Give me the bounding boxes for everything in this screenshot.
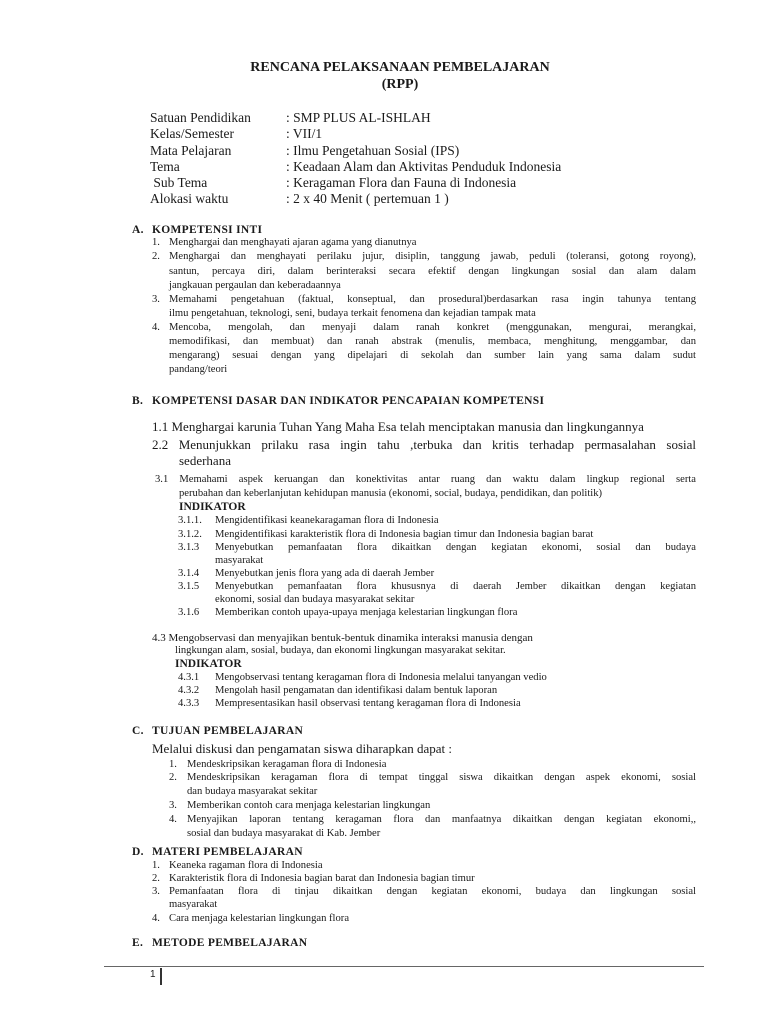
- section-title: TUJUAN PEMBELAJARAN: [152, 725, 304, 737]
- list-item: dan budaya masyarakat sekitar: [187, 786, 318, 797]
- indicator-number: 3.1.1.: [178, 515, 202, 526]
- identity-label: Satuan Pendidikan: [150, 110, 251, 125]
- footer-bar: [160, 968, 162, 985]
- list-item: Mencoba, mengolah, dan menyaji dalam ranah konkret (menggunakan, mengurai, merangkai,: [169, 322, 696, 333]
- indikator-label: INDIKATOR: [175, 658, 242, 670]
- indicator-item: ekonomi, sosial dan budaya masyarakat sekitar: [215, 594, 415, 605]
- list-item: Menyajikan laporan tentang keragaman flora dan manfaatnya dikaitkan dengan kegiatan ekonomi,,: [187, 814, 696, 825]
- list-item: sosial dan budaya masyarakat di Kab. Jember: [187, 828, 381, 839]
- list-number: 3.: [152, 886, 160, 897]
- identity-value: : VII/1: [286, 126, 323, 142]
- section-letter: B.: [132, 395, 144, 407]
- identity-label: Tema: [150, 158, 180, 174]
- list-item: ilmu pengetahuan, teknologi, seni, budaya terkait fenomena dan kejadian tampak mata: [169, 308, 536, 319]
- indicator-number: 3.1.3: [178, 542, 200, 553]
- section-letter: D.: [132, 846, 144, 858]
- section-intro: Melalui diskusi dan pengamatan siswa diharapkan dapat :: [152, 741, 453, 756]
- list-item: Memahami pengetahuan (faktual, konseptual, dan prosedural)berdasarkan rasa ingin tahunya tentang: [169, 294, 696, 305]
- list-number: 1.: [152, 860, 160, 871]
- list-item: Cara menjaga kelestarian lingkungan flora: [169, 913, 350, 924]
- identity-label: Kelas/Semester: [150, 126, 234, 142]
- document-subtitle: (RPP): [381, 77, 419, 92]
- list-number: 3.: [152, 294, 160, 305]
- indicator-item: Mengidentifikasi keanekaragaman flora di Indonesia: [215, 515, 439, 526]
- kd-item: 4.3 Mengobservasi dan menyajikan bentuk-bentuk dinamika interaksi manusia dengan: [152, 632, 533, 644]
- indicator-number: 3.1.6: [178, 607, 200, 618]
- kd-item: 2.2 Menunjukkan prilaku rasa ingin tahu ,terbuka dan kritis terhadap permasalahan sosial: [152, 437, 696, 452]
- kd-item: sederhana: [179, 453, 231, 468]
- indicator-item: Mengidentifikasi karakteristik flora di Indonesia bagian timur dan Indonesia bagian barat: [215, 529, 594, 540]
- indicator-item: Mempresentasikan hasil observasi tentang keragaman flora di Indonesia: [215, 698, 521, 709]
- list-item: memodifikasi, dan membuat) dan ranah abstrak (menulis, membaca, menghitung, menggambar, dan: [169, 336, 696, 347]
- list-number: 4.: [152, 913, 160, 924]
- indicator-item: masyarakat: [215, 555, 264, 566]
- list-item: Mendeskripsikan keragaman flora di tempat tinggal siswa dikaitkan dengan aspek ekonomi, sosial: [187, 772, 696, 783]
- list-item: santun, percaya diri, dalam berinteraksi secara efektif dengan lingkungan sosial dan alam dalam: [169, 266, 696, 277]
- identity-value: : 2 x 40 Menit ( pertemuan 1 ): [286, 191, 449, 207]
- list-item: Menghargai dan menghayati perilaku jujur, disiplin, tanggung jawab, peduli (toleransi, gotong royong),: [169, 251, 696, 262]
- page-number: 1: [150, 969, 156, 980]
- identity-value: : Keadaan Alam dan Aktivitas Penduduk Indonesia: [286, 158, 562, 174]
- list-item: Menghargai dan menghayati ajaran agama yang dianutnya: [169, 237, 417, 248]
- kd-item: 1.1 Menghargai karunia Tuhan Yang Maha Esa telah menciptakan manusia dan lingkungannya: [152, 419, 644, 434]
- indicator-item: Memberikan contoh upaya-upaya menjaga kelestarian lingkungan flora: [215, 607, 518, 618]
- section-title: KOMPETENSI INTI: [152, 224, 263, 236]
- indicator-number: 3.1.4: [178, 568, 200, 579]
- indicator-number: 4.3.2: [178, 685, 200, 696]
- indicator-number: 3.1.2.: [178, 529, 202, 540]
- list-number: 4.: [169, 814, 177, 825]
- kd-item: 3.1 Memahami aspek keruangan dan konektivitas antar ruang dan waktu dalam lingkup regional serta: [155, 474, 696, 485]
- list-item: Memberikan contoh cara menjaga kelestarian lingkungan: [187, 800, 431, 811]
- indicator-number: 4.3.1: [178, 672, 200, 683]
- section-title: KOMPETENSI DASAR DAN INDIKATOR PENCAPAIAN KOMPETENSI: [152, 395, 545, 407]
- list-item: mengarang) sesuai dengan yang dipelajari di sekolah dan sumber lain yang sama dalam sudut: [169, 350, 696, 361]
- identity-label: Alokasi waktu: [150, 191, 229, 207]
- list-item: Karakteristik flora di Indonesia bagian barat dan Indonesia bagian timur: [169, 873, 475, 884]
- indicator-number: 4.3.3: [178, 698, 200, 709]
- identity-value: : Ilmu Pengetahuan Sosial (IPS): [286, 142, 460, 158]
- list-number: 2.: [169, 772, 177, 783]
- footer-divider: [104, 966, 704, 967]
- list-number: 4.: [152, 322, 160, 333]
- identity-value: : SMP PLUS AL-ISHLAH: [286, 110, 431, 125]
- section-title: METODE PEMBELAJARAN: [152, 937, 308, 949]
- list-number: 2.: [152, 873, 160, 884]
- identity-label: Mata Pelajaran: [150, 142, 232, 158]
- indicator-item: Menyebutkan pemanfaatan flora khususnya di daerah Jember dikaitkan dengan kegiatan: [215, 581, 696, 592]
- indicator-item: Mengolah hasil pengamatan dan identifikasi dalam bentuk laporan: [215, 685, 498, 696]
- list-number: 1.: [152, 237, 160, 248]
- document-title: RENCANA PELAKSANAAN PEMBELAJARAN: [250, 60, 550, 75]
- indicator-item: Menyebutkan jenis flora yang ada di daerah Jember: [215, 568, 435, 579]
- list-item: pandang/teori: [169, 364, 228, 375]
- list-item: masyarakat: [169, 899, 218, 910]
- indicator-item: Menyebutkan pemanfaatan flora dikaitkan dengan kegiatan ekonomi, sosial dan budaya: [215, 542, 696, 553]
- section-letter: C.: [132, 725, 144, 737]
- list-item: Mendeskripsikan keragaman flora di Indonesia: [187, 759, 387, 770]
- indicator-item: Mengobservasi tentang keragaman flora di Indonesia melalui tanyangan vedio: [215, 672, 547, 683]
- list-number: 2.: [152, 251, 160, 262]
- list-item: Keaneka ragaman flora di Indonesia: [169, 860, 323, 871]
- list-number: 3.: [169, 800, 177, 811]
- identity-label: Sub Tema: [150, 175, 208, 191]
- list-item: Pemanfaatan flora di tinjau dikaitkan dengan kegiatan ekonomi, budaya dan lingkungan sosial: [169, 886, 696, 897]
- section-letter: E.: [132, 937, 144, 949]
- list-item: jangkauan pergaulan dan keberadaannya: [169, 280, 341, 291]
- list-number: 1.: [169, 759, 177, 770]
- indikator-label: INDIKATOR: [179, 501, 246, 513]
- section-title: MATERI PEMBELAJARAN: [152, 846, 303, 858]
- identity-value: : Keragaman Flora dan Fauna di Indonesia: [286, 175, 517, 191]
- indicator-number: 3.1.5: [178, 581, 200, 592]
- section-letter: A.: [132, 224, 144, 236]
- kd-item: lingkungan alam, sosial, budaya, dan ekonomi lingkungan masyarakat sekitar.: [175, 645, 506, 656]
- kd-item: perubahan dan keberlanjutan kehidupan manusia (ekonomi, social, budaya, pendidikan, dan politik): [179, 488, 603, 499]
